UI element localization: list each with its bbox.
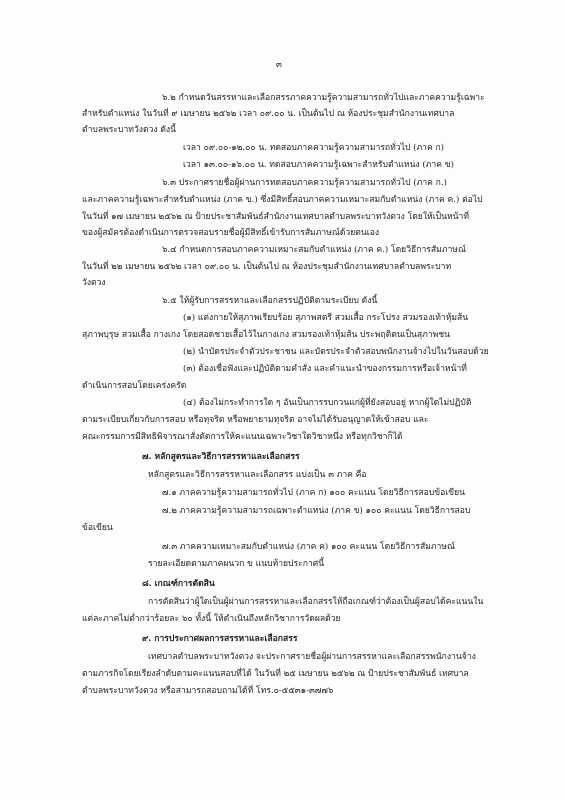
- schedule-line: เวลา ๑๓.๐๐-๑๖.๐๐ น. ทดสอบภาคความรู้เฉพาะสำหรับตำแหน่ง (ภาค ข): [183, 160, 454, 170]
- paragraph-line: ๖.๔ กำหนดการสอบภาคความเหมาะสมกับตำแหน่ง (ภาค ค.) โดยวิธีการสัมภาษณ์: [162, 245, 466, 255]
- section-heading: ๗. หลักสูตรและวิธีการสรรหาและเลือกสรร: [142, 452, 300, 462]
- list-item: (๓) ต้องเชื่อฟังและปฏิบัติตามคำสั่ง และคำแนะนำของกรรมการหรือเจ้าหน้าที่: [183, 364, 467, 374]
- page-number: ๓: [276, 60, 282, 70]
- paragraph-line: ๖.๒ กำหนดวันสรรหาและเลือกสรรภาคความรู้ความสามารถทั่วไปและภาคความรู้เฉพาะ: [162, 93, 485, 103]
- paragraph-line: ตามภารกิจโดยเรียงลำดับตามคะแนนสอบที่ได้ ในวันที่ ๒๕ เมษายน ๒๕๖๒ ณ ป้ายประชาสัมพันธ์ เทศบาล: [82, 669, 469, 679]
- section-heading: ๘. เกณฑ์การตัดสิน: [142, 579, 215, 589]
- paragraph-line: ข้อเขียน: [82, 523, 113, 533]
- paragraph-line: แต่ละภาคไม่ต่ำกว่าร้อยละ ๖๐ ทั้งนี้ ให้ดำเนินถึงหลักวิชาการวัดผลด้วย: [82, 614, 341, 624]
- paragraph-line: ดำเนินการสอบโดยเคร่งครัด: [82, 381, 187, 391]
- paragraph-line: ๖.๓ ประกาศรายชื่อผู้ผ่านการทดสอบภาคความรู้ความสามารถทั่วไป (ภาค ก.): [162, 178, 447, 188]
- section-heading: ๙. การประกาศผลการสรรหาและเลือกสรร: [142, 634, 298, 644]
- paragraph-line: รายละเอียดตามภาคผนวก ข แนบท้ายประกาศนี้: [148, 559, 325, 569]
- paragraph-line: สำหรับตำแหน่ง ในวันที่ ๙ เมษายน ๒๕๖๒ เวลา ๐๙.๐๐ น. เป็นต้นไป ณ ห้องประชุมสำนักงานเทศบาล: [82, 109, 455, 119]
- schedule-line: เวลา ๐๙.๐๐-๑๒.๐๐ น. ทดสอบภาคความรู้ความสามารถทั่วไป (ภาค ก): [183, 143, 445, 153]
- paragraph-line: ในวันที่ ๑๗ เมษายน ๒๕๖๒ ณ ป้ายประชาสัมพันธ์สำนักงานเทศบาลตำบลพระบาทวังตวง โดยให้เป็นหน้าที่: [82, 212, 469, 222]
- list-item: ๗.๓ ภาคความเหมาะสมกับตำแหน่ง (ภาค ค) ๑๐๐ คะแนน โดยวิธีการสัมภาษณ์: [162, 542, 455, 552]
- paragraph-line: ตำบลพระบาทวังตวง หรือสามารถสอบถามได้ที่ โทร.๐-๕๕๓๑-๓๗๗๖: [82, 686, 334, 696]
- paragraph-line: ตำบลพระบาทวังตวง ดังนี้: [82, 125, 176, 135]
- paragraph-line: คณะกรรมการมีสิทธิพิจารณาสั่งตัดการให้คะแนนเฉพาะวิชาใดวิชาหนึ่ง หรือทุกวิชาก็ได้: [82, 432, 403, 442]
- paragraph-line: ๖.๕ ให้ผู้รับการสรรหาและเลือกสรรปฏิบัติตามระเบียบ ดังนี้: [162, 296, 378, 306]
- paragraph-line: ในวันที่ ๒๒ เมษายน ๒๕๖๒ เวลา ๐๙.๐๐ น. เป็นต้นไป ณ ห้องประชุมสำนักงานเทศบาลตำบลพระบาท: [82, 262, 452, 272]
- paragraph-line: และภาคความรู้เฉพาะสำหรับตำแหน่ง (ภาค ข.) ซึ่งมีสิทธิ์สอบภาคความเหมาะสมกับตำแหน่ง (ภาค ค.) ต่อไป: [82, 195, 483, 205]
- list-item: ๗.๑ ภาคความรู้ความสามารถทั่วไป (ภาค ก) ๑๐๐ คะแนน โดยวิธีการสอบข้อเขียน: [162, 488, 465, 498]
- paragraph-line: วังตวง: [82, 278, 106, 288]
- paragraph-line: หลักสูตรและวิธีการสรรหาและเลือกสรร แบ่งเป็น ๓ ภาค คือ: [148, 470, 367, 480]
- paragraph-line: สุภาพบุรุษ สวมเสื้อ กางเกง โดยสอดชายเสื้อไว้ในกางเกง สวมรองเท้าหุ้มส้น ประพฤติตนเป็นสุภาพชน: [82, 330, 451, 340]
- list-item: (๒) นำบัตรประจำตัวประชาชน และบัตรประจำตัวสอบพนักงานจ้างไปในวันสอบด้วย: [183, 347, 489, 357]
- list-item: ๗.๒ ภาคความรู้ความสามารถเฉพาะตำแหน่ง (ภาค ข) ๑๐๐ คะแนน โดยวิธีการสอบ: [162, 506, 471, 516]
- paragraph-line: ของผู้สมัครต้องดำเนินการตรวจสอบรายชื่อผู้มีสิทธิ์เข้ารับการสัมภาษณ์ด้วยตนเอง: [82, 228, 380, 238]
- paragraph-line: ตามระเบียบเกี่ยวกับการสอบ หรือทุจริต หรือพยายามทุจริต อาจไม่ได้รับอนุญาตให้เข้าสอบ และ: [82, 415, 429, 425]
- list-item: (๑) แต่งกายให้สุภาพเรียบร้อย สุภาพสตรี สวมเสื้อ กระโปรง สวมรองเท้าหุ้มส้น: [183, 313, 469, 323]
- paragraph-line: การตัดสินว่าผู้ใดเป็นผู้ผ่านการสรรหาและเลือกสรรให้ถือเกณฑ์ว่าต้องเป็นผู้สอบได้คะแนนใน: [148, 597, 484, 607]
- list-item: (๔) ต้องไม่กระทำการใด ๆ อันเป็นการรบกวนแก่ผู้ที่ยังสอบอยู่ หากผู้ใดไม่ปฏิบัติ: [183, 398, 472, 408]
- paragraph-line: เทศบาลตำบลพระบาทวังตวง จะประกาศรายชื่อผู้ผ่านการสรรหาและเลือกสรรพนักงานจ้าง: [148, 652, 476, 662]
